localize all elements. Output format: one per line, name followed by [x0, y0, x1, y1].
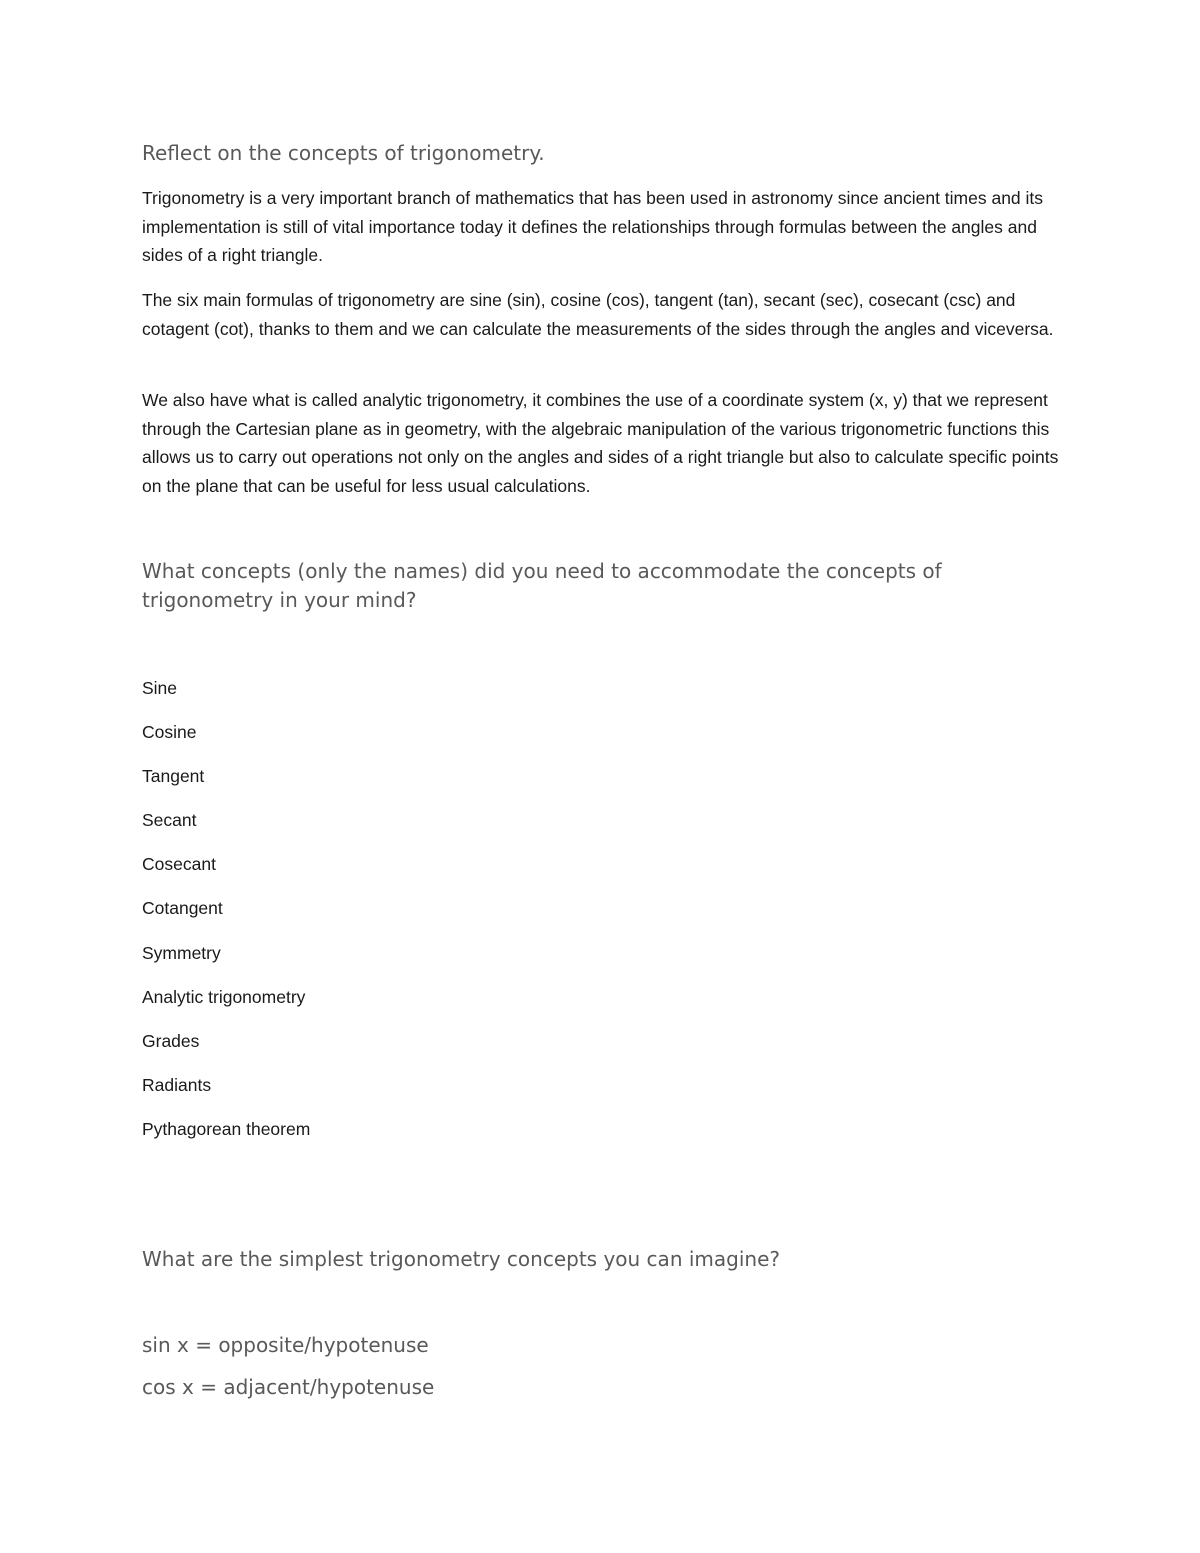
concept-item-cosine: Cosine: [142, 722, 197, 743]
concept-item-grades: Grades: [142, 1030, 200, 1051]
concept-item-analytic-trigonometry: Analytic trigonometry: [142, 986, 306, 1007]
concept-item-pythagorean-theorem: Pythagorean theorem: [142, 1118, 311, 1139]
concept-item-cotangent: Cotangent: [142, 898, 223, 919]
section1-paragraph-1: Trigonometry is a very important branch of mathematics that has been used in astronomy since ancient times and its implementation is still of vital importance today it defines the relationships through formulas between the angles and sides of a right triangle.: [142, 188, 1044, 266]
concept-item-secant: Secant: [142, 810, 197, 831]
concept-item-radiants: Radiants: [142, 1074, 212, 1095]
section1-paragraph-3: We also have what is called analytic trigonometry, it combines the use of a coordinate system (x, y) that we represent through the Cartesian plane as in geometry, with the algebraic manipulation of the various trigonometric functions this allows us to carry out operations not only on the angles and sides of a right triangle but also to calculate specific points on the plane that can be useful for less usual calculations.: [142, 390, 1059, 496]
section2-heading: What concepts (only the names) did you need to accommodate the concepts of trigonometry in your mind?: [142, 559, 942, 612]
concept-item-cosecant: Cosecant: [142, 854, 216, 875]
section1-heading: Reflect on the concepts of trigonometry.: [142, 141, 545, 165]
concept-item-symmetry: Symmetry: [142, 942, 221, 963]
section3-heading: What are the simplest trigonometry concepts you can imagine?: [142, 1247, 780, 1271]
formula-sine: sin x = opposite/hypotenuse: [142, 1333, 429, 1357]
concept-item-sine: Sine: [142, 678, 178, 698]
concept-list: [142, 674, 310, 1159]
formula-cosine: cos x = adjacent/hypotenuse: [142, 1375, 435, 1399]
concept-item-tangent: Tangent: [142, 766, 205, 787]
section1-paragraph-2: The six main formulas of trigonometry are sine (sin), cosine (cos), tangent (tan), secant (sec), cosecant (csc) and cotagent (cot), thanks to them and we can calculate the measurements of the sides through the angles and viceversa.: [142, 290, 1054, 339]
